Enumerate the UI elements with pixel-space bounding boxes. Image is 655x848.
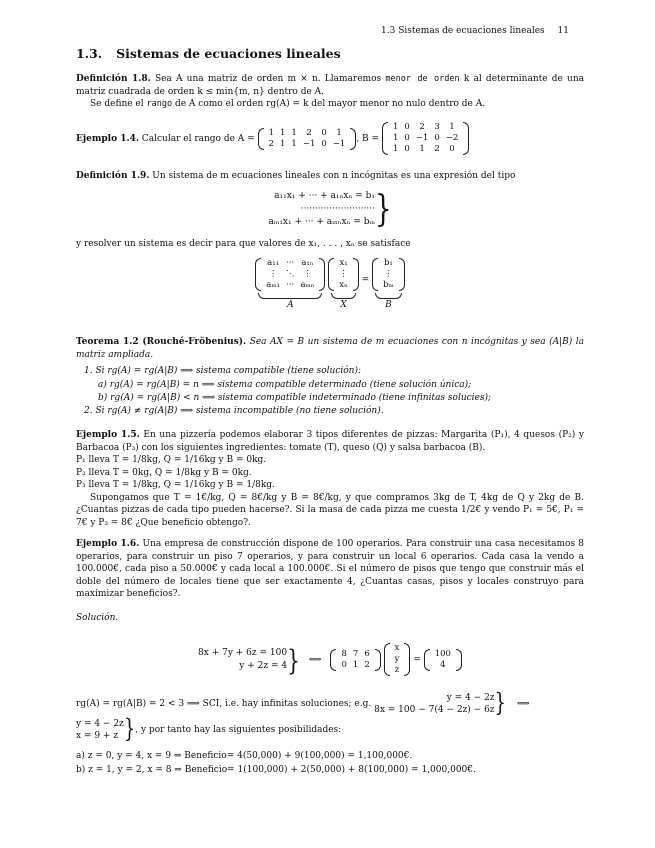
- example-1-6: [76, 538, 584, 601]
- example-label: Ejemplo 1.4.: [76, 134, 140, 144]
- text: Un sistema de m ecuaciones lineales con n incógnitas es una expresión del tipo: [152, 171, 516, 181]
- matrix-cell: 8: [341, 648, 347, 659]
- rank-line: rg(A) = rg(A|B) = 2 < 3 ⟹ SCI, i.e. hay infinitas soluciones; e.g. y = 4 − 2z 8x = 100 − 7(4 − 2z) − 6z} ⟺: [76, 688, 530, 718]
- matrix-cell: 0: [321, 138, 327, 149]
- matrix-cell: 7: [352, 648, 359, 659]
- solve-text: y resolver un sistema es decir para que valores de x₁, . . . , xₙ se satisface: [76, 239, 411, 249]
- text: Solución.: [76, 613, 119, 623]
- text: Una empresa de construcción dispone de 100 operarios. Para construir una casa necesitamos 8 operarios, para construir un piso 7 operarios, y para construir un local 6 operarios. Cada casa la vendo a 100.000€, cada piso a 50.000€ y cada local a 100.000€. Si el número de pisos que tengo que construir más el doble del número de locales tiene que ser exactamente 4, ¿Cuantas casas, pisos y locales construyo para maximizar beneficios?.: [76, 539, 584, 599]
- matrix-cell: 0: [404, 133, 410, 143]
- text: 1. Si rg(A) = rg(A|B) ⟹ sistema compatible (tiene solución):: [84, 366, 362, 376]
- matrix-cell: ⋮: [268, 269, 278, 279]
- matrix-cell: 2: [434, 144, 440, 154]
- text: a) rg(A) = rg(A|B) = n ⟹ sistema compatible determinado (tiene solución única);: [98, 380, 472, 390]
- iff-symbol: ⟺: [308, 655, 322, 665]
- matrix-cell: −1: [332, 138, 346, 149]
- label-b: B: [385, 300, 392, 310]
- theorem-item: [98, 392, 491, 405]
- text: P₃ lleva T = 1/8kg, Q = 1/16kg y B = 1/8kg.: [76, 480, 275, 490]
- equation: y = 4 − 2z: [446, 693, 495, 703]
- matrix-cell: 0: [404, 144, 410, 154]
- text: b) rg(A) = rg(A|B) < n ⟹ sistema compatible indeterminado (tiene infinitas solucies);: [98, 393, 492, 403]
- matrix-cell: 0: [404, 122, 410, 132]
- matrix-cell: a₁ₙ: [301, 258, 314, 268]
- matrix-cell: 6: [364, 648, 370, 659]
- matrix-cell: 4: [440, 659, 446, 670]
- equation: a₁₁x₁ + ··· + a₁ₙxₙ = b₁: [274, 191, 376, 201]
- equation: 8x + 7y + 6z = 100: [198, 647, 288, 658]
- matrix-cell: 0: [434, 133, 440, 143]
- possibilities-line: y = 4 − 2z x = 9 + z }, y por tanto hay las siguientes posibilidades:: [76, 714, 342, 744]
- matrix-cell: 1: [419, 144, 425, 154]
- label-x: X: [340, 300, 347, 310]
- matrix-cell: 0: [341, 659, 347, 670]
- matrix-cell: 0: [321, 127, 327, 138]
- matrix-cell: −1: [415, 133, 429, 143]
- iff-symbol: ⟺: [516, 698, 530, 709]
- text: Se define el: [90, 99, 144, 109]
- text: Sea AX = B un sistema de m ecuaciones con n incógnitas y sea (A|B) la matriz ampliada.: [76, 337, 584, 360]
- matrix-equation: [76, 258, 584, 312]
- matrix-a: [258, 128, 357, 150]
- matrix-cell: 1: [392, 133, 399, 143]
- equation: aₘ₁x₁ + ··· + aₘₙxₙ = bₘ: [268, 217, 376, 227]
- section-heading: [76, 46, 355, 61]
- matrix-cell: bₘ: [383, 280, 394, 290]
- matrix-cell: x₁: [339, 258, 348, 268]
- solution-rhs: [424, 649, 462, 671]
- matrix-cell: 1: [291, 138, 297, 149]
- matrix-cell: 2: [306, 127, 312, 138]
- matrix-cell: ⋱: [285, 269, 295, 279]
- matrix-cell: 1: [268, 127, 274, 138]
- text: Calcular el rango de A =: [141, 134, 255, 144]
- matrix-cell: z: [394, 665, 400, 675]
- matrix-cell: 2: [419, 122, 425, 132]
- definition-1-8: [76, 73, 584, 111]
- matrix-cell: 1: [279, 127, 286, 138]
- matrix-cell: 3: [434, 122, 440, 132]
- running-header: [371, 26, 569, 36]
- text: rg(A) = rg(A|B) = 2 < 3 ⟹ SCI, i.e. hay infinitas soluciones; e.g.: [76, 698, 372, 709]
- matrix-cell: ⋮: [339, 269, 348, 279]
- matrix-cell: 1: [279, 138, 286, 149]
- theorem-item: [84, 405, 384, 418]
- running-title: 1.3 Sistemas de ecuaciones lineales: [381, 26, 545, 36]
- equation: y = 4 − 2z: [76, 719, 124, 729]
- matrix-cell: 1: [352, 659, 359, 670]
- example-1-5: [76, 429, 584, 529]
- equation: 8x = 100 − 7(4 − 2z) − 6z: [374, 705, 495, 715]
- text: , y por tanto hay las siguientes posibilidades:: [135, 724, 342, 735]
- matrix-cell: 100: [434, 648, 451, 659]
- matrix-cell: aₘ₁: [266, 280, 280, 290]
- matrix-coefficients: [255, 258, 325, 291]
- definition-label: Definición 1.9.: [76, 171, 150, 181]
- page-number: 11: [557, 26, 569, 36]
- equation: y + 2z = 4: [239, 660, 288, 671]
- example-1-4: [76, 122, 584, 155]
- theorem-item: [98, 379, 471, 392]
- matrix-cell: y: [394, 654, 400, 664]
- definition-label: Definición 1.8.: [76, 74, 151, 84]
- option-a: a) z = 0, y = 4, x = 9 ⇒ Beneficio= 4(50,000) + 9(100,000) = 1,100,000€.: [76, 751, 413, 761]
- matrix-cell: b₁: [383, 258, 393, 268]
- text: 2. Si rg(A) ≠ rg(A|B) ⟹ sistema incompatible (no tiene solución).: [84, 406, 384, 416]
- text: Sea A una matriz de orden m × n. Llamaremos: [154, 74, 382, 84]
- text: P₂ lleva T = 0kg, Q = 1/8kg y B = 0kg.: [76, 467, 252, 478]
- equals-sign: =: [413, 655, 421, 665]
- option-b: b) z = 1, y = 2, x = 8 ⇒ Beneficio= 1(100,000) + 2(50,000) + 8(100,000) = 1,000,000€.: [76, 765, 476, 775]
- text: En una pizzería podemos elaborar 3 tipos diferentes de pizzas: Margarita (P₁), 4 quesos (P₂) y Barbacoa (P₃) con los siguientes ingredientes: tomate (T), queso (Q) y salsa barbacoa (B).: [76, 430, 584, 453]
- solution-matrix: [330, 649, 380, 671]
- text: Supongamos que T = 1€/kg, Q = 8€/kg y B = 8€/kg, y que compramos 3kg de T, 4kg de Q y 2kg de B. ¿Cuantas pizzas de cada tipo pueden hacerse?. Si la masa de cada pizza me cuesta 1/2€ y vendo P₁ = 5€, P₁ = 7€ y P₃ = 8€ ¿Que beneficio obtengo?.: [76, 492, 584, 528]
- matrix-cell: 1: [291, 127, 297, 138]
- matrix-cell: x: [394, 643, 400, 653]
- matrix-cell: aₘₙ: [300, 280, 315, 290]
- solution-vector: [384, 643, 411, 676]
- matrix-cell: xₙ: [339, 280, 348, 290]
- example-label: Ejemplo 1.6.: [76, 539, 140, 549]
- matrix-cell: 2: [364, 659, 370, 670]
- matrix-cell: a₁₁: [267, 258, 280, 268]
- matrix-b: [382, 122, 469, 155]
- theorem-1-2: [76, 336, 584, 361]
- matrix-cell: 0: [449, 144, 455, 154]
- definition-1-9: [76, 170, 584, 183]
- matrix-cell: ···: [286, 280, 295, 290]
- matrix-cell: 1: [449, 122, 455, 132]
- text: k al determinante de una matriz cuadrada de orden k ≤ min{m, n} dentro de A.: [76, 74, 585, 97]
- matrix-cell: ⋮: [303, 269, 312, 279]
- vector-x: [328, 258, 359, 291]
- theorem-item: [84, 365, 361, 378]
- matrix-cell: ···: [286, 258, 295, 268]
- text: P₁ lleva T = 1/8kg, Q = 1/16kg y B = 0kg.: [76, 455, 267, 465]
- example-label: Ejemplo 1.5.: [76, 430, 140, 440]
- linear-system: a₁₁x₁ + ··· + a₁ₙxₙ = b₁ ·························· aₘ₁x₁ + ··· + aₘₙxₙ = bₘ}: [268, 188, 392, 231]
- matrix-cell: −1: [302, 138, 316, 149]
- term: menor de orden: [385, 74, 460, 84]
- matrix-cell: 2: [268, 138, 274, 149]
- vector-b: [372, 258, 405, 291]
- solution-system: 8x + 7y + 6z = 100 y + 2z = 4} ⟺ 8 7 6 0 1 2 x y z = 100 4: [76, 643, 584, 676]
- section-title: Sistemas de ecuaciones lineales: [116, 46, 341, 61]
- term: rango: [146, 99, 173, 109]
- matrix-cell: 1: [392, 122, 399, 132]
- equals-sign: =: [361, 275, 370, 285]
- text: de A como el orden rg(A) = k del mayor menor no nulo dentro de A.: [174, 99, 486, 109]
- matrix-cell: ⋮: [384, 269, 393, 279]
- dots: ··························: [300, 204, 376, 214]
- equation: x = 9 + z: [76, 731, 119, 741]
- label-a: A: [287, 300, 294, 310]
- matrix-cell: 1: [336, 127, 342, 138]
- theorem-label: Teorema 1.2 (Rouché-Fröbenius).: [76, 337, 247, 347]
- solution-label: [76, 612, 584, 625]
- text: , B =: [356, 134, 380, 144]
- matrix-cell: −2: [445, 133, 459, 143]
- section-number: 1.3.: [76, 46, 103, 61]
- matrix-cell: 1: [392, 144, 399, 154]
